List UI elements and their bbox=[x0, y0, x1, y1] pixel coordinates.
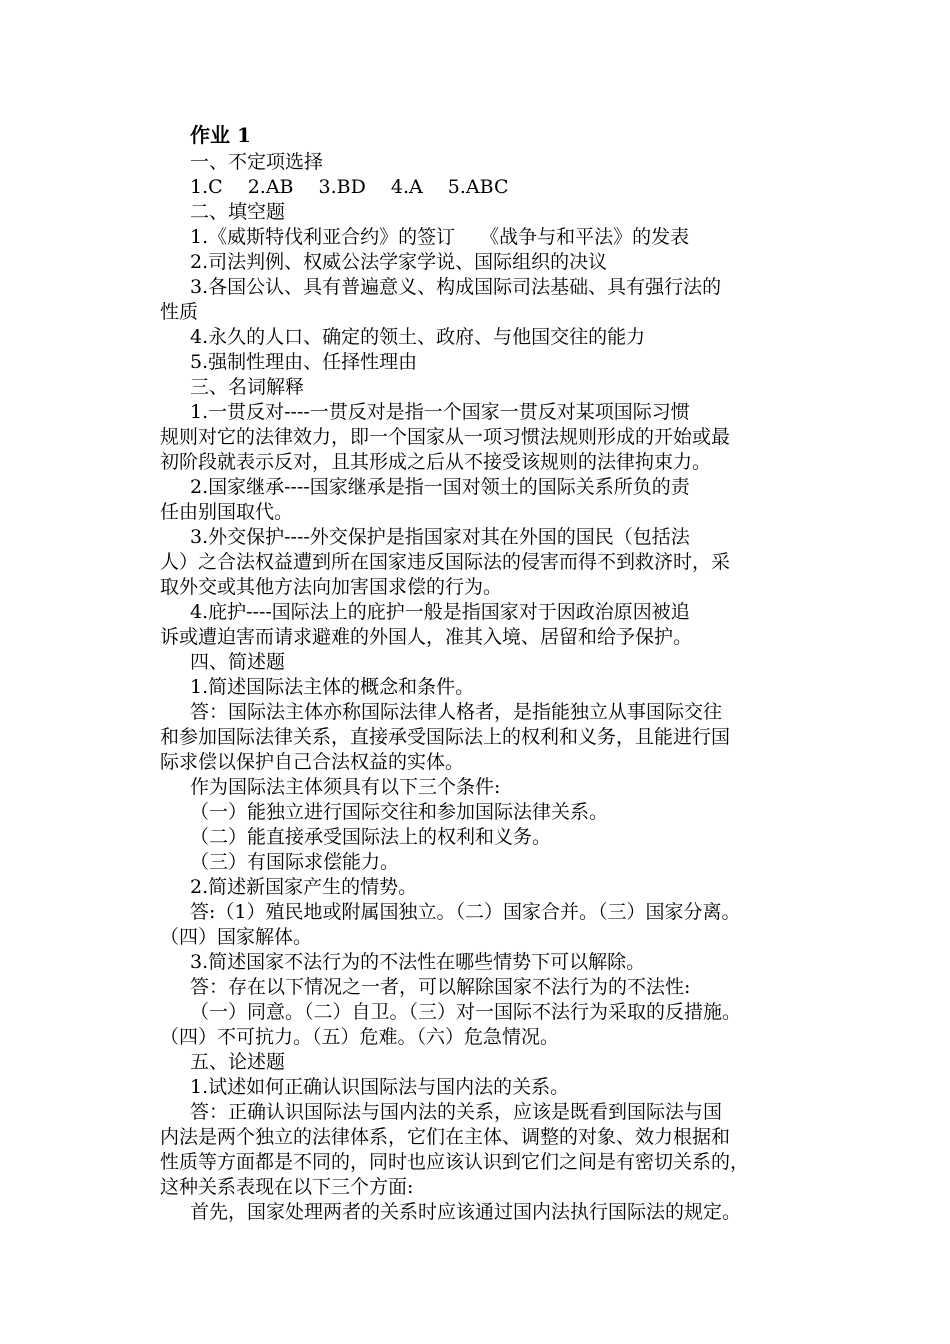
text-line: 作为国际法主体须具有以下三个条件: bbox=[190, 776, 501, 798]
section-heading: 四、简述题 bbox=[190, 651, 286, 673]
text-line: 1.《威斯特伐利亚合约》的签订 《战争与和平法》的发表 bbox=[190, 226, 690, 248]
text-line: 2.简述新国家产生的情势。 bbox=[190, 876, 418, 898]
text-line: 4.永久的人口、确定的领土、政府、与他国交往的能力 bbox=[190, 326, 646, 348]
text-line: 4.庇护----国际法上的庇护一般是指国家对于因政治原因被追 bbox=[190, 601, 690, 623]
text-line: 3.简述国家不法行为的不法性在哪些情势下可以解除。 bbox=[190, 951, 646, 973]
document-title: 作业 1 bbox=[190, 123, 251, 147]
text-line: 取外交或其他方法向加害国求偿的行为。 bbox=[160, 576, 503, 598]
text-line: 1.C 2.AB 3.BD 4.A 5.ABC bbox=[190, 176, 509, 198]
text-line: 2.国家继承----国家继承是指一国对领土的国际关系所负的责 bbox=[190, 476, 690, 498]
text-line: （四）不可抗力。（五）危难。（六）危急情况。 bbox=[160, 1026, 560, 1048]
section-heading: 一、不定项选择 bbox=[190, 151, 324, 173]
text-line: （二）能直接承受国际法上的权利和义务。 bbox=[190, 826, 552, 848]
text-line: 性质等方面都是不同的，同时也应该认识到它们之间是有密切关系的， bbox=[160, 1151, 750, 1173]
section-heading: 三、名词解释 bbox=[190, 376, 305, 398]
text-line: 1.一贯反对----一贯反对是指一个国家一贯反对某项国际习惯 bbox=[190, 401, 690, 423]
text-line: 1.简述国际法主体的概念和条件。 bbox=[190, 676, 475, 698]
text-line: 和参加国际法律关系，直接承受国际法上的权利和义务，且能进行国 bbox=[160, 726, 731, 748]
text-line: 答：正确认识国际法与国内法的关系，应该是既看到国际法与国 bbox=[190, 1101, 723, 1123]
text-line: 3.各国公认、具有普遍意义、构成国际司法基础、具有强行法的 bbox=[190, 276, 722, 298]
text-line: 内法是两个独立的法律体系，它们在主体、调整的对象、效力根据和 bbox=[160, 1126, 731, 1148]
text-line: 任由别国取代。 bbox=[160, 501, 294, 523]
text-line: （一）能独立进行国际交往和参加国际法律关系。 bbox=[190, 801, 609, 823]
text-line: （一）同意。（二）自卫。（三）对一国际不法行为采取的反措施。 bbox=[190, 1001, 742, 1023]
text-line: 这种关系表现在以下三个方面: bbox=[160, 1176, 414, 1198]
text-line: 答：存在以下情况之一者，可以解除国家不法行为的不法性: bbox=[190, 976, 691, 998]
text-line: （三）有国际求偿能力。 bbox=[190, 851, 400, 873]
text-line: （四）国家解体。 bbox=[160, 926, 313, 948]
text-line: 人）之合法权益遭到所在国家违反国际法的侵害而得不到救济时，采 bbox=[160, 551, 731, 573]
text-line: 答:（1）殖民地或附属国独立。（二）国家合并。（三）国家分离。 bbox=[190, 901, 741, 923]
text-line: 诉或遭迫害而请求避难的外国人，准其入境、居留和给予保护。 bbox=[160, 626, 693, 648]
text-line: 1.试述如何正确认识国际法与国内法的关系。 bbox=[190, 1076, 570, 1098]
text-line: 2.司法判例、权威公法学家学说、国际组织的决议 bbox=[190, 251, 608, 273]
text-line: 首先，国家处理两者的关系时应该通过国内法执行国际法的规定。 bbox=[190, 1201, 742, 1223]
text-line: 规则对它的法律效力，即一个国家从一项习惯法规则形成的开始或最 bbox=[160, 426, 731, 448]
text-line: 性质 bbox=[160, 301, 199, 323]
text-line: 答：国际法主体亦称国际法律人格者，是指能独立从事国际交往 bbox=[190, 701, 723, 723]
section-heading: 二、填空题 bbox=[190, 201, 286, 223]
text-line: 5.强制性理由、任择性理由 bbox=[190, 351, 418, 373]
text-line: 3.外交保护----外交保护是指国家对其在外国的国民（包括法 bbox=[190, 526, 690, 548]
text-line: 际求偿以保护自己合法权益的实体。 bbox=[160, 751, 465, 773]
text-line: 初阶段就表示反对，且其形成之后从不接受该规则的法律拘束力。 bbox=[160, 451, 712, 473]
section-heading: 五、论述题 bbox=[190, 1051, 286, 1073]
